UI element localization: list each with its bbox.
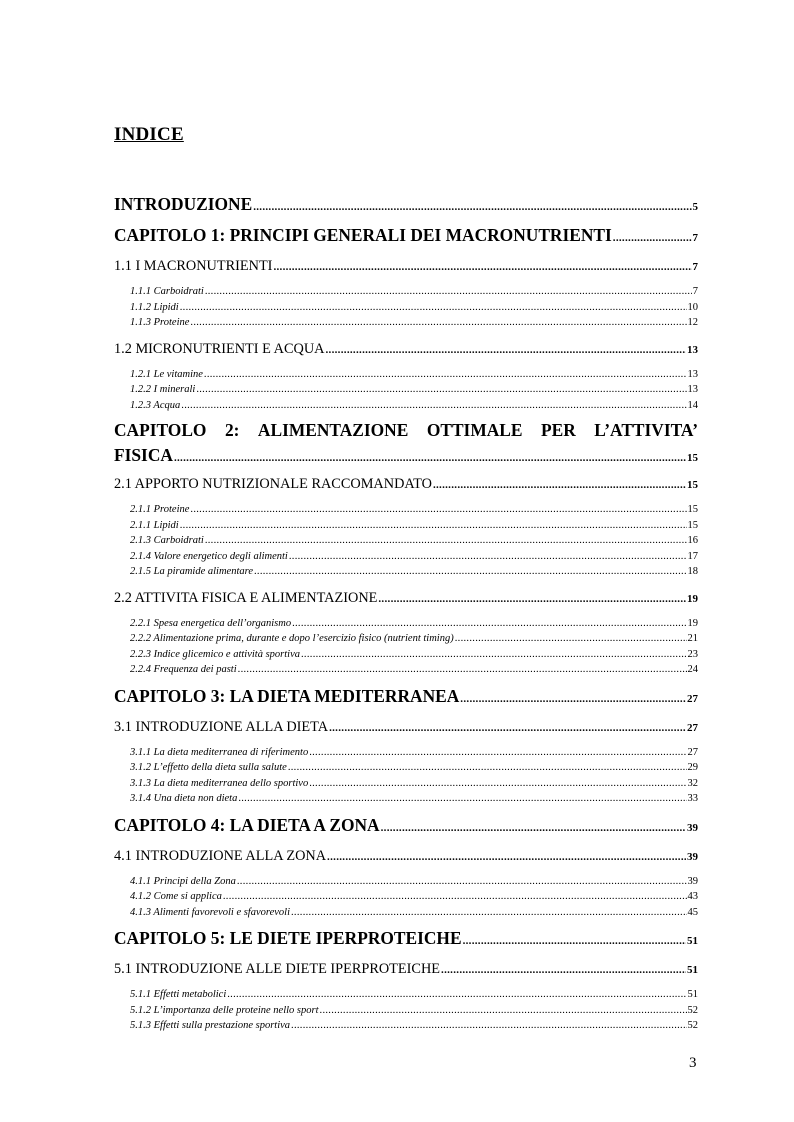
toc-page-number: 52 bbox=[687, 1020, 698, 1031]
toc-page-number: 13 bbox=[687, 368, 698, 380]
toc-subsection-entry bbox=[114, 367, 698, 383]
toc-page-number: 51 bbox=[687, 964, 698, 976]
toc-page-number: 19 bbox=[687, 617, 698, 629]
toc-entry-label: 5.1.1 Effetti metabolici bbox=[130, 989, 227, 1000]
toc-entry-label: CAPITOLO 1: PRINCIPI GENERALI DEI MACRONUTRIENTI bbox=[114, 225, 612, 245]
toc-entry-label: 1.2.1 Le vitamine bbox=[130, 368, 203, 380]
leader-dots bbox=[460, 685, 686, 713]
toc-page-number: 13 bbox=[687, 384, 698, 395]
toc-page-number: 15 bbox=[687, 452, 698, 464]
toc-entry-label: 2.1.1 Lipidi bbox=[130, 519, 179, 531]
toc-entry-label: 1.2.3 Acqua bbox=[130, 399, 181, 411]
toc-entry-label: 1.1.1 Carboidrati bbox=[130, 286, 204, 297]
toc-subsection-entry bbox=[114, 745, 698, 761]
toc-subsection-entry bbox=[114, 662, 698, 678]
leader-dots bbox=[196, 382, 686, 398]
toc-subsection-entry bbox=[114, 549, 698, 565]
toc-chapter-label: CAPITOLO 2: ALIMENTAZIONE OTTIMALE PER L’ATTIVITA’ bbox=[114, 420, 698, 440]
toc-page-number: 39 bbox=[687, 821, 698, 834]
leader-dots bbox=[378, 585, 686, 613]
toc-subsection-entry bbox=[114, 616, 698, 632]
toc-entry-label: 3.1.3 La dieta mediterranea dello sportivo bbox=[130, 777, 309, 789]
toc-page-number: 10 bbox=[687, 301, 698, 313]
toc-entry-label: 5.1 INTRODUZIONE ALLE DIETE IPERPROTEICHE bbox=[114, 961, 441, 977]
leader-dots bbox=[190, 502, 686, 518]
toc-entry-label: 3.1.2 L’effetto della dieta sulla salute bbox=[130, 762, 287, 773]
toc-entry-row bbox=[114, 444, 698, 470]
leader-dots bbox=[320, 1003, 687, 1019]
toc-subsection-entry bbox=[114, 889, 698, 905]
leader-dots bbox=[227, 987, 686, 1003]
toc-entry-label: 5.1.2 L’importanza delle proteine nello sport bbox=[130, 1004, 319, 1016]
toc-entry-label: 1.1.3 Proteine bbox=[130, 317, 190, 328]
toc-subsection-entry bbox=[114, 987, 698, 1003]
leader-dots bbox=[441, 956, 686, 984]
leader-dots bbox=[238, 791, 686, 807]
leader-dots bbox=[301, 647, 687, 663]
toc-subsection-entry bbox=[114, 502, 698, 518]
leader-dots bbox=[181, 398, 686, 414]
toc-subsection-entry bbox=[114, 631, 698, 647]
toc-section-entry bbox=[114, 842, 698, 874]
toc-page-number: 12 bbox=[687, 317, 698, 328]
toc-chapter-entry bbox=[114, 190, 698, 221]
toc-page-number: 27 bbox=[687, 746, 698, 758]
leader-dots bbox=[455, 631, 687, 647]
toc-chapter-entry bbox=[114, 924, 698, 955]
toc-entry-label: 4.1 INTRODUZIONE ALLA ZONA bbox=[114, 847, 327, 864]
toc-entry-label: 4.1.3 Alimenti favorevoli e sfavorevoli bbox=[130, 906, 290, 918]
toc-entry-label: CAPITOLO 5: LE DIETE IPERPROTEICHE bbox=[114, 928, 462, 948]
leader-dots bbox=[463, 927, 686, 955]
toc-chapter-entry bbox=[114, 811, 698, 842]
toc-entry-label: 1.1.2 Lipidi bbox=[130, 301, 179, 313]
toc-page-number: 13 bbox=[687, 343, 698, 356]
toc-subsection-entry bbox=[114, 760, 698, 776]
toc-entry-label: 2.2.4 Frequenza dei pasti bbox=[130, 664, 237, 675]
toc-page-number: 7 bbox=[692, 232, 698, 244]
toc-page-number: 45 bbox=[687, 906, 698, 918]
toc-entry-label: 5.1.3 Effetti sulla prestazione sportiva bbox=[130, 1020, 291, 1031]
leader-dots bbox=[223, 889, 687, 905]
toc-section-entry bbox=[114, 470, 698, 502]
toc-page-number: 27 bbox=[687, 692, 698, 705]
toc-section-entry bbox=[114, 955, 698, 987]
leader-dots bbox=[309, 776, 686, 792]
toc-subsection-entry bbox=[114, 791, 698, 807]
toc-chapter-label-cont: FISICA bbox=[114, 445, 173, 465]
toc-page-number: 32 bbox=[687, 777, 698, 789]
leader-dots bbox=[238, 662, 687, 678]
toc-subsection-entry bbox=[114, 533, 698, 549]
toc-entry-label: 2.1.4 Valore energetico degli alimenti bbox=[130, 550, 288, 562]
toc-subsection-entry bbox=[114, 284, 698, 300]
toc-chapter-entry bbox=[114, 682, 698, 713]
toc-page-number: 15 bbox=[687, 479, 698, 491]
toc-entry-label: 2.1.5 La piramide alimentare bbox=[130, 566, 253, 577]
toc-subsection-entry bbox=[114, 398, 698, 414]
toc-page-number: 15 bbox=[687, 519, 698, 531]
toc-subsection-entry bbox=[114, 315, 698, 331]
leader-dots bbox=[292, 616, 686, 632]
toc-entry-label: 3.1.1 La dieta mediterranea di riferimento bbox=[130, 746, 309, 758]
toc-subsection-entry bbox=[114, 382, 698, 398]
toc-page-number: 51 bbox=[687, 935, 698, 947]
toc-subsection-entry bbox=[114, 1003, 698, 1019]
toc-page-number: 52 bbox=[687, 1004, 698, 1016]
leader-dots bbox=[237, 874, 687, 890]
leader-dots bbox=[180, 300, 687, 316]
leader-dots bbox=[205, 533, 687, 549]
toc-page-number: 39 bbox=[687, 850, 698, 863]
toc-section-entry bbox=[114, 713, 698, 745]
toc-entry-label: 4.1.2 Come si applica bbox=[130, 891, 222, 902]
toc-entry-label: CAPITOLO 3: LA DIETA MEDITERRANEA bbox=[114, 685, 460, 706]
toc-page-number: 29 bbox=[687, 762, 698, 773]
leader-dots bbox=[613, 224, 692, 252]
toc-entry-label: 2.1.3 Carboidrati bbox=[130, 535, 204, 546]
toc-page-number: 7 bbox=[692, 261, 698, 273]
toc-page-number: 18 bbox=[687, 566, 698, 577]
toc-page-number: 19 bbox=[687, 592, 698, 605]
toc-page-number: 14 bbox=[687, 399, 698, 411]
toc-subsection-entry bbox=[114, 874, 698, 890]
leader-dots bbox=[325, 336, 686, 364]
toc-entry-label: 1.1 I MACRONUTRIENTI bbox=[114, 258, 273, 274]
toc-page-number: 43 bbox=[687, 891, 698, 902]
toc-subsection-entry bbox=[114, 518, 698, 534]
toc-page-number: 5 bbox=[692, 201, 698, 213]
toc-section-entry bbox=[114, 335, 698, 367]
toc-entry-label: 4.1.1 Principi della Zona bbox=[130, 875, 236, 887]
leader-dots bbox=[309, 745, 686, 761]
leader-dots bbox=[291, 1018, 686, 1034]
toc-subsection-entry bbox=[114, 300, 698, 316]
table-of-contents bbox=[114, 190, 698, 1034]
toc-subsection-entry bbox=[114, 647, 698, 663]
leader-dots bbox=[190, 315, 686, 331]
toc-entry-label: 2.1.1 Proteine bbox=[130, 504, 190, 515]
toc-entry-label: 2.1 APPORTO NUTRIZIONALE RACCOMANDATO bbox=[114, 476, 432, 492]
leader-dots bbox=[291, 905, 687, 921]
toc-chapter-entry bbox=[114, 221, 698, 252]
toc-subsection-entry bbox=[114, 1018, 698, 1034]
leader-dots bbox=[329, 714, 686, 742]
toc-entry-label: 2.2.3 Indice glicemico e attività sportiva bbox=[130, 648, 300, 660]
toc-page-number: 24 bbox=[687, 664, 698, 675]
toc-entry-label: 2.2.1 Spesa energetica dell’organismo bbox=[130, 617, 292, 629]
toc-section-entry bbox=[114, 252, 698, 284]
leader-dots bbox=[381, 814, 686, 842]
leader-dots bbox=[174, 447, 686, 469]
leader-dots bbox=[289, 549, 687, 565]
toc-entry-label: 2.2.2 Alimentazione prima, durante e dopo l’esercizio fisico (nutrient timing) bbox=[130, 633, 454, 644]
leader-dots bbox=[433, 471, 686, 499]
toc-page-number: 23 bbox=[687, 648, 698, 660]
toc-entry-label: 3.1.4 Una dieta non dieta bbox=[130, 793, 238, 804]
toc-section-entry bbox=[114, 584, 698, 616]
toc-entry-label: 2.2 ATTIVITA FISICA E ALIMENTAZIONE bbox=[114, 589, 378, 606]
toc-page-number: 16 bbox=[687, 535, 698, 546]
toc-heading: INDICE bbox=[114, 124, 184, 145]
leader-dots bbox=[253, 193, 691, 221]
leader-dots bbox=[288, 760, 687, 776]
page-number: 3 bbox=[689, 1055, 697, 1071]
toc-chapter-entry bbox=[114, 417, 698, 470]
toc-page-number: 39 bbox=[687, 875, 698, 887]
leader-dots bbox=[180, 518, 687, 534]
toc-subsection-entry bbox=[114, 564, 698, 580]
toc-subsection-entry bbox=[114, 905, 698, 921]
toc-page-number: 51 bbox=[687, 989, 698, 1000]
leader-dots bbox=[254, 564, 687, 580]
toc-page-number: 33 bbox=[687, 793, 698, 804]
toc-chapter-title-line bbox=[114, 417, 698, 444]
toc-entry-label: CAPITOLO 4: LA DIETA A ZONA bbox=[114, 814, 380, 835]
toc-entry-label: 1.2.2 I minerali bbox=[130, 384, 196, 395]
toc-page-number: 27 bbox=[687, 721, 698, 734]
toc-entry-label: 1.2 MICRONUTRIENTI E ACQUA bbox=[114, 340, 325, 357]
toc-page-number: 21 bbox=[687, 633, 698, 644]
leader-dots bbox=[205, 284, 692, 300]
toc-subsection-entry bbox=[114, 776, 698, 792]
toc-page-number: 15 bbox=[687, 504, 698, 515]
toc-entry-label: 3.1 INTRODUZIONE ALLA DIETA bbox=[114, 718, 329, 735]
toc-entry-label: INTRODUZIONE bbox=[114, 194, 253, 214]
toc-page-number: 17 bbox=[687, 550, 698, 562]
leader-dots bbox=[204, 367, 687, 383]
leader-dots bbox=[273, 253, 691, 281]
leader-dots bbox=[327, 843, 686, 871]
toc-page-number: 7 bbox=[692, 286, 698, 297]
